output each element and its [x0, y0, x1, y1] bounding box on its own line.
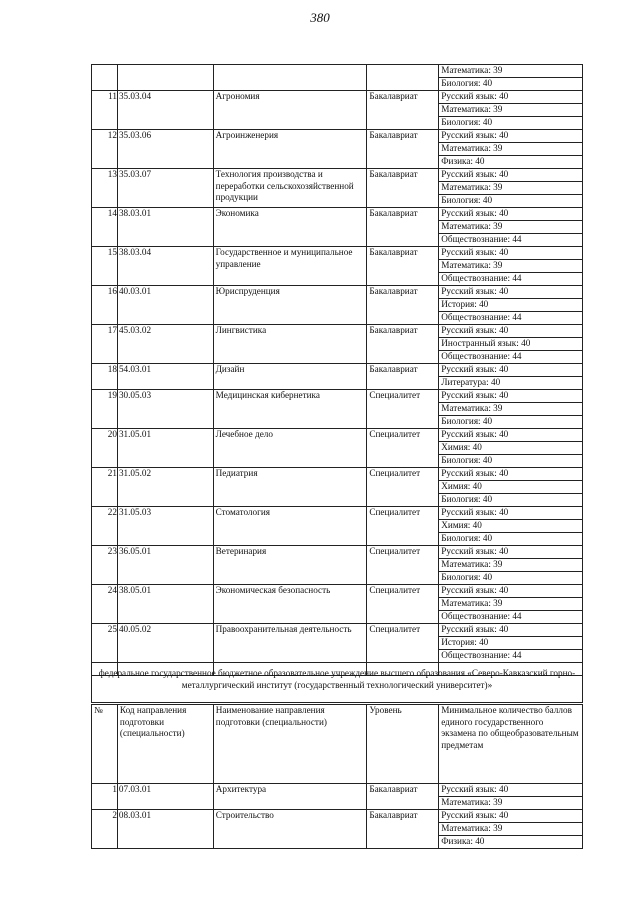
code-cell: 31.05.01 [117, 429, 213, 468]
name-cell: Лечебное дело [213, 429, 367, 468]
subject-cell: Русский язык: 40 [439, 286, 583, 299]
table-row [92, 247, 583, 260]
subject-cell: Русский язык: 40 [439, 429, 583, 442]
num-cell: 25 [92, 624, 118, 663]
code-cell [117, 65, 213, 91]
subject-cell: Русский язык: 40 [439, 91, 583, 104]
subject-cell: Русский язык: 40 [439, 325, 583, 338]
subject-cell: Физика: 40 [439, 836, 583, 849]
level-cell: Бакалавриат [367, 247, 439, 286]
table-row [92, 546, 583, 559]
table-row [92, 390, 583, 403]
subject-cell: Русский язык: 40 [439, 546, 583, 559]
code-cell: 35.03.06 [117, 130, 213, 169]
level-cell: Бакалавриат [367, 208, 439, 247]
num-cell: 16 [92, 286, 118, 325]
subject-cell: Математика: 39 [439, 143, 583, 156]
name-cell: Архитектура [213, 784, 367, 810]
name-cell [213, 65, 367, 91]
code-cell: 40.05.02 [117, 624, 213, 663]
code-cell: 31.05.03 [117, 507, 213, 546]
table-header-row [92, 705, 583, 784]
num-cell: 14 [92, 208, 118, 247]
subject-cell: История: 40 [439, 299, 583, 312]
subject-cell: Литература: 40 [439, 377, 583, 390]
table-row [92, 91, 583, 104]
subject-cell: Русский язык: 40 [439, 507, 583, 520]
name-cell: Технология производства и переработки сельскохозяйственной продукции [213, 169, 367, 208]
code-cell: 30.05.03 [117, 390, 213, 429]
code-cell: 54.03.01 [117, 364, 213, 390]
num-cell: 1 [92, 784, 118, 810]
level-cell: Специалитет [367, 507, 439, 546]
num-cell: 11 [92, 91, 118, 130]
num-cell: 22 [92, 507, 118, 546]
code-cell: 08.03.01 [117, 810, 213, 849]
name-cell: Стоматология [213, 507, 367, 546]
subject-cell: Русский язык: 40 [439, 468, 583, 481]
table-row [92, 810, 583, 823]
subject-cell: Математика: 39 [439, 403, 583, 416]
level-cell [367, 65, 439, 91]
subject-cell: Математика: 39 [439, 559, 583, 572]
name-cell: Медицинская кибернетика [213, 390, 367, 429]
subject-cell: Русский язык: 40 [439, 247, 583, 260]
organization-name: федеральное государственное бюджетное образовательное учреждение высшего образования «Северо-Кавказский горно-металлургический институт (государственный технологический университет)» [91, 667, 583, 703]
level-cell: Бакалавриат [367, 130, 439, 169]
subject-cell: Биология: 40 [439, 533, 583, 546]
name-cell: Ветеринария [213, 546, 367, 585]
subject-cell: История: 40 [439, 637, 583, 650]
header-subjects: Минимальное количество баллов единого государственного экзамена по общеобразовательным предметам [439, 705, 583, 784]
subject-cell: Математика: 39 [439, 182, 583, 195]
num-cell: 17 [92, 325, 118, 364]
admission-table-institute [91, 704, 583, 849]
subject-cell: Математика: 39 [439, 797, 583, 810]
level-cell: Специалитет [367, 546, 439, 585]
admission-table-continued [91, 64, 583, 676]
code-cell: 40.03.01 [117, 286, 213, 325]
code-cell: 38.05.01 [117, 585, 213, 624]
subject-cell: Математика: 39 [439, 221, 583, 234]
subject-cell: Русский язык: 40 [439, 585, 583, 598]
table-row [92, 208, 583, 221]
num-cell: 23 [92, 546, 118, 585]
subject-cell: Русский язык: 40 [439, 169, 583, 182]
subject-cell: Биология: 40 [439, 416, 583, 429]
subject-cell: Обществознание: 44 [439, 312, 583, 325]
code-cell: 38.03.01 [117, 208, 213, 247]
subject-cell: Биология: 40 [439, 195, 583, 208]
name-cell: Государственное и муниципальное управление [213, 247, 367, 286]
level-cell: Бакалавриат [367, 810, 439, 849]
subject-cell: Обществознание: 44 [439, 351, 583, 364]
num-cell: 2 [92, 810, 118, 849]
name-cell: Экономика [213, 208, 367, 247]
subject-cell: Русский язык: 40 [439, 208, 583, 221]
subject-cell: Биология: 40 [439, 455, 583, 468]
table-row [92, 325, 583, 338]
subject-cell: Иностранный язык: 40 [439, 338, 583, 351]
subject-cell: Русский язык: 40 [439, 364, 583, 377]
subject-cell: Физика: 40 [439, 156, 583, 169]
code-cell: 35.03.04 [117, 91, 213, 130]
name-cell: Педиатрия [213, 468, 367, 507]
level-cell: Специалитет [367, 624, 439, 663]
code-cell: 31.05.02 [117, 468, 213, 507]
code-cell: 36.05.01 [117, 546, 213, 585]
level-cell: Бакалавриат [367, 784, 439, 810]
level-cell: Специалитет [367, 429, 439, 468]
subject-cell: Обществознание: 44 [439, 650, 583, 663]
table-row [92, 624, 583, 637]
num-cell: 12 [92, 130, 118, 169]
subject-cell: Математика: 39 [439, 104, 583, 117]
level-cell: Бакалавриат [367, 325, 439, 364]
level-cell: Бакалавриат [367, 364, 439, 390]
table-row [92, 429, 583, 442]
name-cell: Строительство [213, 810, 367, 849]
name-cell: Лингвистика [213, 325, 367, 364]
subject-cell: Биология: 40 [439, 572, 583, 585]
subject-cell: Русский язык: 40 [439, 784, 583, 797]
subject-cell: Математика: 39 [439, 65, 583, 78]
table-row [92, 169, 583, 182]
level-cell: Специалитет [367, 468, 439, 507]
subject-cell: Химия: 40 [439, 481, 583, 494]
num-cell: 21 [92, 468, 118, 507]
name-cell: Экономическая безопасность [213, 585, 367, 624]
table-row [92, 65, 583, 78]
subject-cell: Русский язык: 40 [439, 624, 583, 637]
name-cell: Дизайн [213, 364, 367, 390]
header-level: Уровень [367, 705, 439, 784]
subject-cell: Обществознание: 44 [439, 273, 583, 286]
num-cell [92, 65, 118, 91]
level-cell: Бакалавриат [367, 169, 439, 208]
subject-cell: Биология: 40 [439, 494, 583, 507]
header-num: № [92, 705, 118, 784]
table-row [92, 286, 583, 299]
header-code: Код направления подготовки (специальности) [117, 705, 213, 784]
page-number: 380 [310, 10, 330, 25]
name-cell: Агрономия [213, 91, 367, 130]
subject-cell: Математика: 39 [439, 598, 583, 611]
subject-cell: Химия: 40 [439, 442, 583, 455]
subject-cell: Математика: 39 [439, 260, 583, 273]
table-row [92, 784, 583, 797]
subject-cell: Обществознание: 44 [439, 611, 583, 624]
code-cell: 35.03.07 [117, 169, 213, 208]
name-cell: Юриспруденция [213, 286, 367, 325]
num-cell: 24 [92, 585, 118, 624]
subject-cell: Химия: 40 [439, 520, 583, 533]
level-cell: Специалитет [367, 585, 439, 624]
table-row [92, 468, 583, 481]
level-cell: Бакалавриат [367, 286, 439, 325]
num-cell: 13 [92, 169, 118, 208]
table-row [92, 130, 583, 143]
level-cell: Специалитет [367, 390, 439, 429]
table-row [92, 585, 583, 598]
num-cell: 15 [92, 247, 118, 286]
subject-cell: Биология: 40 [439, 78, 583, 91]
code-cell: 07.03.01 [117, 784, 213, 810]
level-cell: Бакалавриат [367, 91, 439, 130]
subject-cell: Русский язык: 40 [439, 390, 583, 403]
code-cell: 45.03.02 [117, 325, 213, 364]
table-row [92, 364, 583, 377]
num-cell: 18 [92, 364, 118, 390]
subject-cell: Русский язык: 40 [439, 810, 583, 823]
header-name: Наименование направления подготовки (специальности) [213, 705, 367, 784]
code-cell: 38.03.04 [117, 247, 213, 286]
subject-cell: Русский язык: 40 [439, 130, 583, 143]
name-cell: Правоохранительная деятельность [213, 624, 367, 663]
subject-cell: Биология: 40 [439, 117, 583, 130]
num-cell: 19 [92, 390, 118, 429]
subject-cell: Обществознание: 44 [439, 234, 583, 247]
table-row [92, 507, 583, 520]
name-cell: Агроинженерия [213, 130, 367, 169]
subject-cell: Математика: 39 [439, 823, 583, 836]
num-cell: 20 [92, 429, 118, 468]
